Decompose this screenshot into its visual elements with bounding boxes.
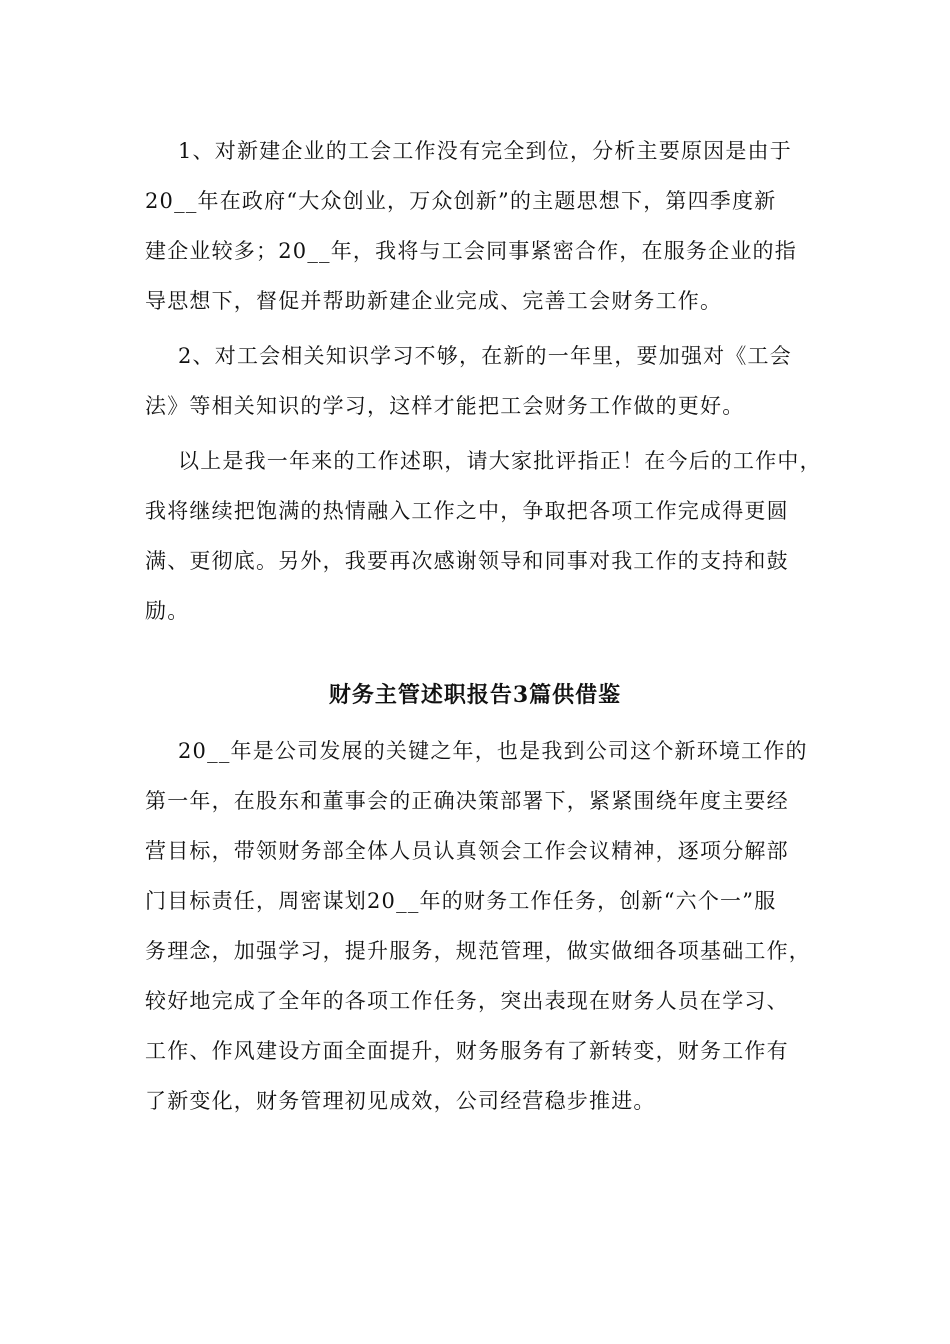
text-line: 我将继续把饱满的热情融入工作之中，争取把各项工作完成得更圆: [145, 499, 789, 523]
text-line: 了新变化，财务管理初见成效，公司经营稳步推进。: [145, 1089, 656, 1113]
section-title: 财务主管述职报告3篇供借鉴: [328, 682, 622, 708]
text-line: 务理念，加强学习，提升服务，规范管理，做实做细各项基础工作，: [145, 939, 811, 963]
text-line: 20__年在政府“大众创业，万众创新”的主题思想下，第四季度新: [145, 189, 777, 213]
text-line: 20__年是公司发展的关键之年，也是我到公司这个新环境工作的: [178, 739, 808, 763]
text-line: 门目标责任，周密谋划20__年的财务工作任务，创新“六个一”服: [145, 889, 777, 913]
text-line: 第一年，在股东和董事会的正确决策部署下，紧紧围绕年度主要经: [145, 789, 789, 813]
text-line: 较好地完成了全年的各项工作任务，突出表现在财务人员在学习、: [145, 989, 789, 1013]
text-line: 工作、作风建设方面全面提升，财务服务有了新转变，财务工作有: [145, 1039, 789, 1063]
text-line: 1、对新建企业的工会工作没有完全到位，分析主要原因是由于: [178, 139, 792, 163]
text-line: 导思想下，督促并帮助新建企业完成、完善工会财务工作。: [145, 289, 723, 313]
text-line: 法》等相关知识的学习，这样才能把工会财务工作做的更好。: [145, 394, 745, 418]
text-line: 以上是我一年来的工作述职，请大家批评指正！在今后的工作中，: [178, 449, 822, 473]
text-line: 营目标，带领财务部全体人员认真领会工作会议精神，逐项分解部: [145, 839, 789, 863]
text-line: 2、对工会相关知识学习不够，在新的一年里，要加强对《工会: [178, 344, 792, 368]
text-line: 满、更彻底。另外，我要再次感谢领导和同事对我工作的支持和鼓: [145, 549, 789, 573]
text-line: 建企业较多；20__年，我将与工会同事紧密合作，在服务企业的指: [145, 239, 797, 263]
text-line: 励。: [145, 599, 190, 623]
